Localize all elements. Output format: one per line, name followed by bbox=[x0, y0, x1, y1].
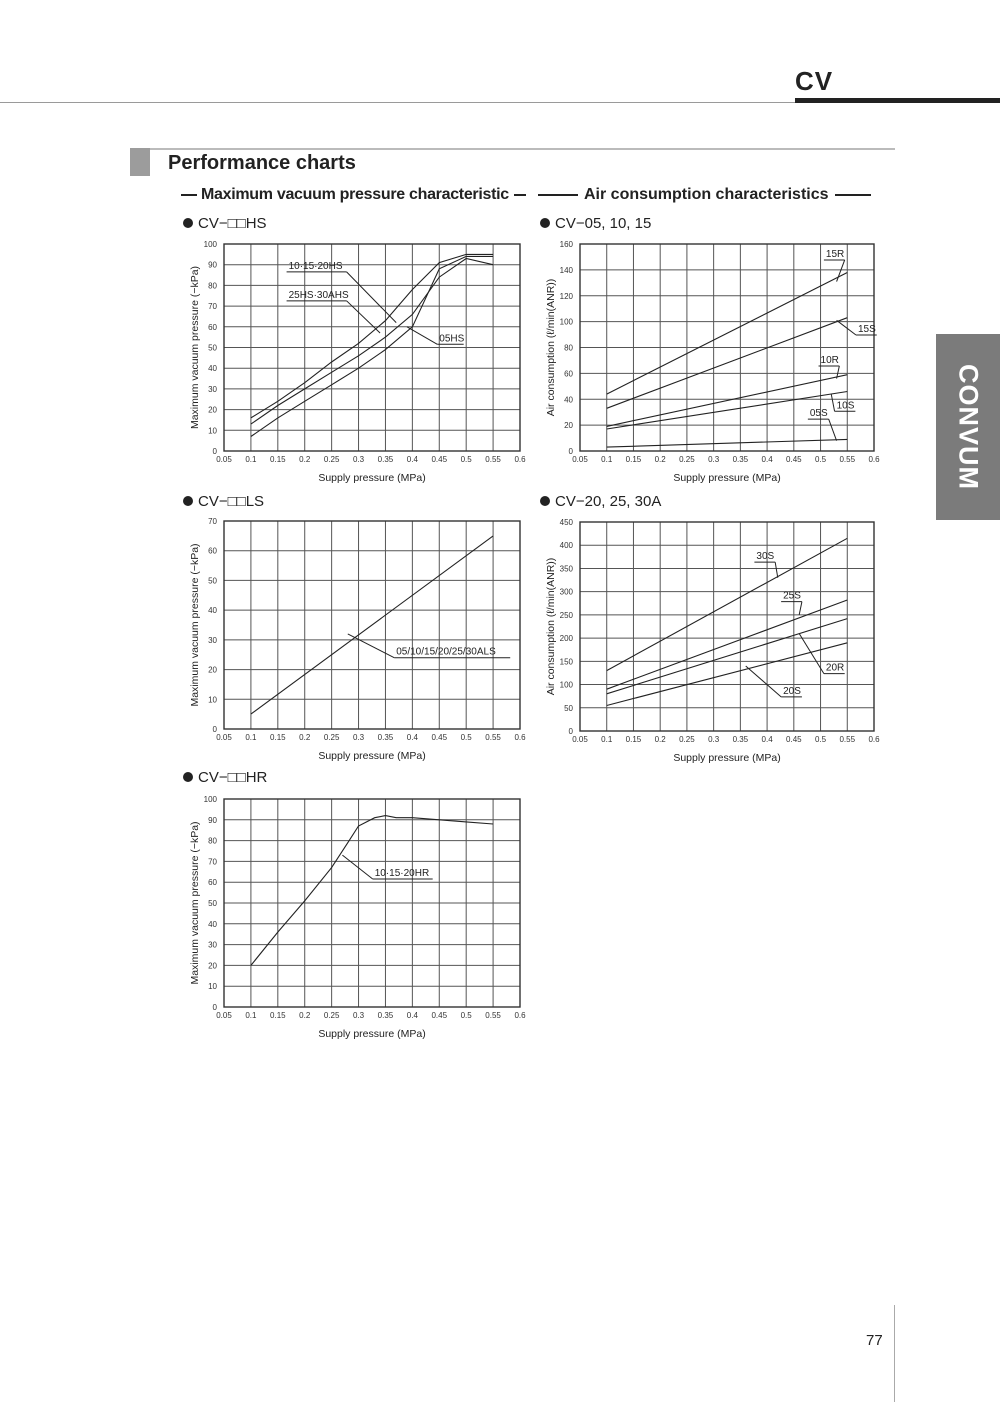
chart-air-small bbox=[536, 238, 886, 486]
air_small-y-axis-label: Air consumption (ℓ/min(ANR)) bbox=[545, 278, 557, 417]
ls-y-tick: 0 bbox=[212, 725, 217, 734]
ls-y-tick: 10 bbox=[208, 695, 217, 705]
bullet-icon bbox=[540, 218, 550, 228]
hr-x-tick: 0.3 bbox=[352, 1011, 365, 1020]
air_large-x-axis-label: Supply pressure (MPa) bbox=[673, 752, 781, 764]
hs-y-tick: 40 bbox=[208, 364, 217, 374]
air_large-y-tick: 250 bbox=[559, 610, 573, 620]
subheader-vacuum bbox=[181, 186, 526, 204]
hr-x-tick: 0.2 bbox=[299, 1011, 311, 1020]
chart-hr bbox=[180, 792, 530, 1042]
air_large-x-tick: 0.6 bbox=[868, 735, 880, 744]
bullet-icon bbox=[183, 772, 193, 782]
air_large-x-tick: 0.15 bbox=[625, 735, 642, 744]
hr-x-tick: 0.4 bbox=[406, 1011, 418, 1020]
hs-y-tick: 50 bbox=[208, 343, 217, 353]
chart-air-large bbox=[536, 515, 886, 767]
air_large-series-line bbox=[607, 600, 848, 689]
ls-series-label: 05/10/15/20/25/30ALS bbox=[396, 646, 496, 658]
air_small-y-tick: 140 bbox=[559, 265, 573, 275]
side-tab-label: CONVUM bbox=[953, 364, 984, 490]
hr-y-tick: 60 bbox=[208, 878, 217, 888]
chart-title-ls: CV−□□LS bbox=[183, 493, 264, 510]
air_small-y-tick: 80 bbox=[564, 343, 573, 353]
air_large-y-tick: 0 bbox=[568, 727, 573, 736]
air_small-series-label: 10S bbox=[836, 400, 855, 412]
air_small-y-tick: 160 bbox=[559, 240, 573, 249]
air_small-x-axis-label: Supply pressure (MPa) bbox=[673, 472, 781, 484]
air_small-series-line bbox=[607, 273, 848, 395]
air_large-y-tick: 150 bbox=[559, 657, 573, 667]
air_large-y-axis-label: Air consumption (ℓ/min(ANR)) bbox=[545, 557, 557, 696]
air_small-series-line bbox=[607, 439, 848, 447]
air_small-label-leader bbox=[837, 260, 845, 282]
hr-y-axis-label: Maximum vacuum pressure (−kPa) bbox=[189, 821, 201, 985]
air_small-x-tick: 0.3 bbox=[708, 455, 720, 464]
hr-x-tick: 0.1 bbox=[245, 1011, 257, 1020]
hs-y-tick: 0 bbox=[212, 447, 217, 456]
hs-y-tick: 30 bbox=[208, 384, 217, 394]
ls-x-tick: 0.45 bbox=[431, 733, 448, 742]
ls-y-tick: 50 bbox=[208, 576, 217, 586]
air_large-y-tick: 350 bbox=[559, 564, 573, 574]
hs-y-axis-label: Maximum vacuum pressure (−kPa) bbox=[189, 265, 201, 430]
chart-title-hr: CV−□□HR bbox=[183, 769, 267, 786]
subheader-air bbox=[538, 186, 871, 204]
air_small-y-tick: 100 bbox=[559, 317, 573, 327]
section-marker bbox=[130, 148, 150, 176]
hr-y-tick: 70 bbox=[208, 857, 217, 867]
air_small-x-tick: 0.05 bbox=[572, 455, 588, 464]
air_large-series-line bbox=[607, 619, 848, 694]
air_large-label-leader bbox=[746, 666, 781, 697]
section-rule bbox=[150, 148, 895, 150]
ls-y-tick: 30 bbox=[208, 635, 217, 645]
hr-series-label: 10·15·20HR bbox=[374, 867, 430, 879]
air_large-grid bbox=[580, 522, 874, 731]
chart-hs bbox=[180, 238, 530, 486]
ls-y-tick: 20 bbox=[208, 665, 217, 675]
section-title: Performance charts bbox=[168, 152, 356, 174]
hs-label-leader bbox=[407, 327, 437, 344]
air_small-series-label: 05S bbox=[809, 408, 828, 420]
hs-x-tick: 0.2 bbox=[299, 455, 311, 464]
hs-y-tick: 80 bbox=[208, 281, 217, 291]
page-number: 77 bbox=[866, 1332, 883, 1349]
hs-x-tick: 0.3 bbox=[352, 455, 365, 464]
air_small-y-tick: 0 bbox=[568, 447, 573, 456]
hs-x-tick: 0.25 bbox=[323, 455, 340, 464]
subheader-air-text: Air consumption characteristics bbox=[584, 186, 829, 203]
air_small-x-tick: 0.1 bbox=[601, 455, 613, 464]
air_large-label-leader bbox=[775, 562, 778, 578]
hs-x-tick: 0.1 bbox=[245, 455, 257, 464]
ls-y-axis-label: Maximum vacuum pressure (−kPa) bbox=[189, 543, 201, 707]
hs-y-tick: 100 bbox=[203, 240, 217, 249]
hs-grid bbox=[224, 244, 520, 451]
hs-x-tick: 0.5 bbox=[460, 455, 472, 464]
hr-y-tick: 30 bbox=[208, 940, 217, 950]
hr-label-leader bbox=[342, 855, 372, 879]
side-tab bbox=[936, 334, 1000, 520]
hs-x-tick: 0.45 bbox=[431, 455, 448, 464]
hs-x-tick: 0.55 bbox=[485, 455, 501, 464]
air_large-y-tick: 100 bbox=[559, 680, 573, 690]
ls-x-tick: 0.25 bbox=[323, 733, 340, 742]
air_small-label-leader bbox=[829, 419, 837, 441]
hr-grid bbox=[224, 799, 520, 1007]
hs-x-tick: 0.35 bbox=[377, 455, 394, 464]
ls-x-tick: 0.3 bbox=[352, 733, 365, 742]
header-bar bbox=[795, 98, 1000, 103]
air_small-x-tick: 0.4 bbox=[761, 455, 773, 464]
ls-x-tick: 0.5 bbox=[460, 733, 472, 742]
bullet-icon bbox=[540, 496, 550, 506]
hr-x-tick: 0.25 bbox=[323, 1011, 340, 1020]
air_small-x-tick: 0.2 bbox=[654, 455, 666, 464]
air_large-x-tick: 0.45 bbox=[786, 735, 802, 744]
hs-series-label: 10·15·20HS bbox=[288, 260, 343, 272]
hr-x-axis-label: Supply pressure (MPa) bbox=[318, 1028, 426, 1040]
hr-y-tick: 0 bbox=[212, 1003, 217, 1012]
ls-x-tick: 0.55 bbox=[485, 733, 501, 742]
air_large-label-leader bbox=[799, 602, 802, 615]
bullet-icon bbox=[183, 218, 193, 228]
hr-y-tick: 10 bbox=[208, 982, 217, 992]
air_small-label-leader bbox=[837, 320, 856, 335]
air_small-y-tick: 120 bbox=[559, 291, 573, 301]
page-number-rule bbox=[894, 1305, 895, 1402]
ls-label-leader bbox=[348, 634, 394, 658]
air_small-x-tick: 0.5 bbox=[814, 455, 827, 464]
air_small-label-leader bbox=[831, 394, 834, 411]
hr-y-tick: 50 bbox=[208, 899, 217, 908]
air_small-y-tick: 20 bbox=[564, 421, 573, 431]
hs-series-label: 25HS·30AHS bbox=[288, 289, 349, 301]
hr-x-tick: 0.55 bbox=[485, 1011, 501, 1020]
air_small-series-label: 15R bbox=[825, 248, 845, 260]
hr-x-tick: 0.35 bbox=[377, 1011, 394, 1020]
hr-y-tick: 20 bbox=[208, 961, 217, 971]
air_small-x-tick: 0.35 bbox=[732, 455, 749, 464]
hr-x-tick: 0.15 bbox=[270, 1011, 286, 1020]
subheader-vacuum-text: Maximum vacuum pressure characteristic bbox=[201, 186, 509, 203]
chart-title-hs: CV−□□HS bbox=[183, 215, 267, 232]
hs-y-tick: 90 bbox=[208, 260, 217, 270]
hr-x-tick: 0.6 bbox=[514, 1011, 526, 1020]
hs-y-tick: 60 bbox=[208, 322, 217, 332]
air_large-y-tick: 50 bbox=[564, 703, 573, 713]
air_small-x-tick: 0.45 bbox=[786, 455, 802, 464]
hr-y-tick: 100 bbox=[203, 795, 217, 804]
hs-x-tick: 0.15 bbox=[270, 455, 286, 464]
air_large-x-tick: 0.2 bbox=[654, 735, 666, 744]
ls-x-tick: 0.35 bbox=[377, 733, 394, 742]
air_large-x-tick: 0.55 bbox=[839, 735, 856, 744]
hs-y-tick: 20 bbox=[208, 405, 217, 415]
bullet-icon bbox=[183, 496, 193, 506]
ls-x-tick: 0.4 bbox=[406, 733, 418, 742]
air_large-x-tick: 0.5 bbox=[814, 735, 827, 744]
ls-y-tick: 40 bbox=[208, 606, 217, 616]
hr-y-tick: 80 bbox=[208, 836, 217, 846]
air_large-series-label: 25S bbox=[783, 590, 801, 602]
air_small-series-label: 10R bbox=[820, 355, 839, 367]
hr-x-tick: 0.5 bbox=[460, 1011, 472, 1020]
ls-x-axis-label: Supply pressure (MPa) bbox=[318, 750, 426, 762]
chart-title-air-small: CV−05, 10, 15 bbox=[540, 215, 651, 232]
air_large-series-label: 20S bbox=[783, 685, 801, 697]
air_small-y-tick: 40 bbox=[564, 395, 573, 405]
ls-x-tick: 0.6 bbox=[514, 733, 526, 742]
air_large-y-tick: 450 bbox=[559, 518, 573, 527]
air_large-series-label: 30S bbox=[756, 551, 775, 563]
air_large-x-tick: 0.35 bbox=[732, 735, 749, 744]
hr-y-tick: 40 bbox=[208, 919, 217, 929]
ls-y-tick: 60 bbox=[208, 546, 217, 556]
air_small-y-tick: 60 bbox=[564, 369, 573, 379]
air_large-x-tick: 0.05 bbox=[572, 735, 588, 744]
air_small-x-tick: 0.55 bbox=[839, 455, 856, 464]
air_large-y-tick: 200 bbox=[559, 634, 573, 644]
hs-y-tick: 70 bbox=[208, 302, 217, 312]
air_large-series-label: 20R bbox=[825, 662, 845, 674]
hs-series-label: 05HS bbox=[439, 333, 465, 345]
hr-y-tick: 90 bbox=[208, 815, 217, 825]
air_small-series-line bbox=[607, 318, 848, 409]
air_large-x-tick: 0.25 bbox=[679, 735, 695, 744]
page-header-title: CV bbox=[795, 66, 834, 96]
hs-x-tick: 0.4 bbox=[406, 455, 418, 464]
hs-x-tick: 0.05 bbox=[216, 455, 232, 464]
air_large-y-tick: 400 bbox=[559, 541, 573, 551]
air_large-frame bbox=[580, 522, 874, 731]
hr-x-tick: 0.45 bbox=[431, 1011, 448, 1020]
chart-ls bbox=[180, 515, 530, 765]
hs-x-axis-label: Supply pressure (MPa) bbox=[318, 472, 426, 484]
ls-x-tick: 0.05 bbox=[216, 733, 232, 742]
air_small-series-label: 15S bbox=[857, 323, 876, 335]
ls-series-line bbox=[251, 536, 493, 714]
air_small-grid bbox=[580, 244, 874, 451]
hs-x-tick: 0.6 bbox=[514, 455, 526, 464]
hs-y-tick: 10 bbox=[208, 426, 217, 436]
air_large-x-tick: 0.3 bbox=[708, 735, 720, 744]
hs-label-leader bbox=[347, 272, 397, 323]
air_small-x-tick: 0.6 bbox=[868, 455, 880, 464]
ls-x-tick: 0.1 bbox=[245, 733, 257, 742]
air_large-y-tick: 300 bbox=[559, 587, 573, 597]
chart-title-air-large: CV−20, 25, 30A bbox=[540, 493, 661, 510]
air_large-x-tick: 0.1 bbox=[601, 735, 613, 744]
ls-y-tick: 70 bbox=[208, 517, 217, 526]
ls-x-tick: 0.2 bbox=[299, 733, 311, 742]
hr-series-line bbox=[251, 816, 493, 966]
air_small-x-tick: 0.25 bbox=[679, 455, 695, 464]
hr-x-tick: 0.05 bbox=[216, 1011, 232, 1020]
air_small-x-tick: 0.15 bbox=[625, 455, 642, 464]
air_large-series-line bbox=[607, 538, 848, 670]
ls-x-tick: 0.15 bbox=[270, 733, 286, 742]
air_large-x-tick: 0.4 bbox=[761, 735, 773, 744]
